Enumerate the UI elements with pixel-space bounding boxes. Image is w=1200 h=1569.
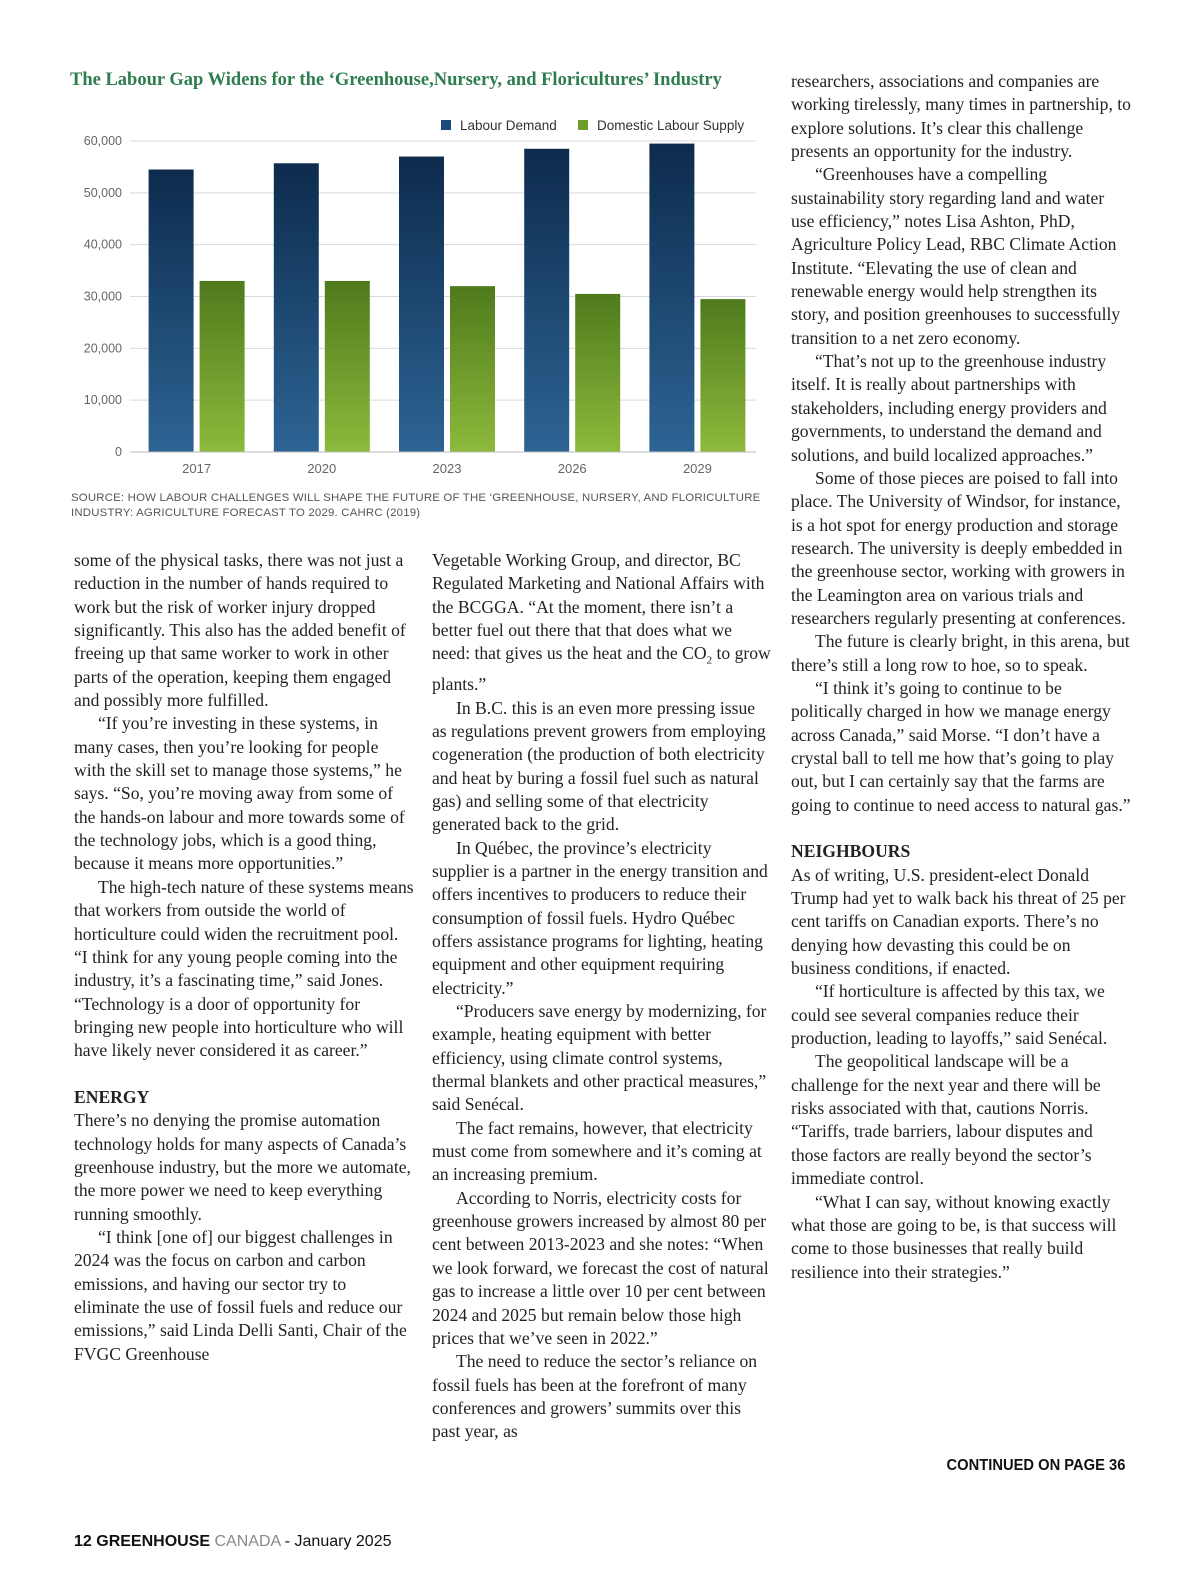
paragraph: “If horticulture is affected by this tax, we could see several companies reduce their production, leading to layoffs,” said Senécal. (791, 981, 1108, 1049)
section-heading-neighbours: NEIGHBOURS (791, 841, 911, 862)
x-tick-label: 2026 (557, 461, 587, 476)
bar-labour-demand-2020 (274, 163, 319, 452)
paragraph: “If you’re investing in these systems, in many cases, then you’re looking for people with the skill set to manage those systems,” he says. “So, you’re moving away from some of the hands-on labour and more towards some of the technology jobs, which is a good thing, because it means more opportunities.” (74, 713, 405, 874)
y-tick-label: 40,000 (83, 237, 122, 252)
y-tick-label: 60,000 (83, 134, 122, 148)
article-column-3 (791, 70, 1131, 1284)
legend-label: Domestic Labour Supply (597, 118, 745, 133)
x-tick-label: 2023 (432, 461, 462, 476)
y-tick-label: 50,000 (83, 185, 122, 200)
bar-chart (66, 108, 766, 486)
x-tick-label: 2020 (307, 461, 337, 476)
bar-domestic-supply-2029 (700, 299, 745, 452)
paragraph: In Québec, the province’s electricity supplier is a partner in the energy transition and offers incentives to producers to reduce their consumption of fossil fuels. Hydro Québec offers assistance programs for lighting, heating equipment and other equipment requiring electricity.” (432, 837, 768, 998)
article-column-2 (432, 549, 772, 1444)
legend-swatch (441, 120, 451, 130)
magazine-brand: GREENHOUSE (96, 1533, 211, 1550)
paragraph: “That’s not up to the greenhouse industry itself. It is really about partnerships with stakeholders, including energy providers and governments, to understand the demand and solutions, and build localized approaches.” (791, 351, 1107, 465)
paragraph: As of writing, U.S. president-elect Donald Trump had yet to walk back his threat of 25 per cent tariffs on Canadian exports. There’s no denying how devasting this could be on business conditions, if enacted. (791, 864, 1126, 979)
paragraph: The fact remains, however, that electricity must come from somewhere and it’s coming at an increasing premium. (432, 1117, 762, 1185)
continued-link: CONTINUED ON PAGE 36 (946, 1457, 1125, 1474)
magazine-brand-secondary: CANADA (214, 1533, 281, 1550)
y-tick-label: 30,000 (83, 289, 122, 304)
paragraph: The high-tech nature of these systems means that workers from outside the world of horticulture could widen the recruitment pool. “I think for any young people coming into the industry, it’s a fascinating time,” said Jones. “Technology is a door of opportunity for bringing new people into horticulture who will have likely never considered it as career.” (74, 876, 414, 1061)
paragraph: The need to reduce the sector’s reliance on fossil fuels has been at the forefront of many conferences and growers’ summits over this past year, as (432, 1351, 758, 1442)
legend-label: Labour Demand (460, 118, 557, 133)
section-heading-energy: ENERGY (74, 1086, 150, 1107)
bar-labour-demand-2017 (149, 170, 194, 452)
chart-source: SOURCE: HOW LABOUR CHALLENGES WILL SHAPE THE FUTURE OF THE ‘GREENHOUSE, NURSERY, AND FLORICULTURE INDUSTRY: AGRICULTURE FORECAST TO 2029. CAHRC (2019) (71, 492, 761, 519)
paragraph: some of the physical tasks, there was not just a reduction in the number of hands required to work but the risk of worker injury dropped significantly. This also has the added benefit of freeing up that same worker to work in other parts of the operation, keeping them engaged and possibly more fulfilled. (74, 550, 406, 711)
paragraph: According to Norris, electricity costs for greenhouse growers increased by almost 80 per cent between 2013-2023 and she notes: “When we look forward, we forecast the cost of natural gas to increase a little over 10 per cent between 2024 and 2025 but remain below those high prices that we’ve seen in 2022.” (432, 1187, 769, 1348)
y-tick-label: 0 (115, 445, 122, 459)
y-tick-label: 20,000 (83, 341, 122, 356)
paragraph: “Producers save energy by modernizing, for example, heating equipment with better efficiency, using climate control systems, thermal blankets and other practical measures,” said Senécal. (432, 1001, 767, 1115)
bar-labour-demand-2023 (399, 157, 444, 452)
bar-labour-demand-2029 (649, 144, 694, 452)
chart-title: The Labour Gap Widens for the ‘Greenhouse,Nursery, and Floricultures’ Industry (70, 70, 722, 90)
bar-domestic-supply-2023 (450, 286, 495, 452)
x-tick-label: 2029 (682, 461, 712, 476)
bar-domestic-supply-2020 (325, 281, 370, 452)
paragraph: “What I can say, without knowing exactly what those are going to be, is that success will come to those businesses that really build resilience into their strategies.” (791, 1191, 1117, 1282)
paragraph: The geopolitical landscape will be a challenge for the next year and there will be risks associated with that, cautions Norris. “Tariffs, trade barriers, labour disputes and those factors are really beyond the sector’s immediate control. (791, 1051, 1101, 1189)
paragraph: “I think it’s going to continue to be politically charged in how we manage energy across Canada,” said Morse. “I don’t have a crystal ball to tell me how that’s going to play out, but I can certainly say that the farms are going to continue to need access to natural gas.” (791, 677, 1131, 815)
paragraph: There’s no denying the promise automation technology holds for many aspects of Canada’s greenhouse industry, but the more we automate, the more power we need to keep everything running smoothly. (74, 1110, 411, 1224)
paragraph: The future is clearly bright, in this arena, but there’s still a long row to hoe, so to speak. (791, 631, 1130, 675)
paragraph: In B.C. this is an even more pressing issue as regulations prevent growers from employing cogeneration (the production of both electricity and heat by buring a fossil fuel such as natural gas) and selling some of that electricity generated back to the grid. (432, 697, 766, 835)
x-tick-label: 2017 (182, 461, 212, 476)
bar-labour-demand-2026 (524, 149, 569, 452)
legend-swatch (578, 120, 588, 130)
bar-domestic-supply-2017 (200, 281, 245, 452)
page-footer (74, 1533, 391, 1551)
paragraph: “I think [one of] our biggest challenges in 2024 was the focus on carbon and carbon emissions, and having our sector try to eliminate the use of fossil fuels and reduce our emissions,” said Linda Delli Santi, Chair of the FVGC Greenhouse (74, 1226, 407, 1364)
page-number: 12 (74, 1533, 92, 1550)
article-column-1 (74, 549, 414, 1366)
bar-domestic-supply-2026 (575, 294, 620, 452)
y-tick-label: 10,000 (83, 393, 122, 408)
paragraph: “Greenhouses have a compelling sustainability story regarding land and water use efficiency,” notes Lisa Ashton, PhD, Agriculture Policy Lead, RBC Climate Action Institute. “Elevating the use of clean and renewable energy would help strengthen its story, and position greenhouses to successfully transition to a net zero economy. (791, 164, 1121, 348)
paragraph: Vegetable Working Group, and director, BC Regulated Marketing and National Affairs with the BCGGA. “At the moment, there isn’t a better fuel out there that that does what we need: that gives us the heat and the $CO_2$ to grow plants.” (432, 550, 771, 695)
paragraph: researchers, associations and companies are working tirelessly, many times in partnership, to explore solutions. It’s clear this challenge presents an opportunity for the industry. (791, 71, 1131, 162)
paragraph: Some of those pieces are poised to fall into place. The University of Windsor, for instance, is a hot spot for energy production and storage research. The university is deeply embedded in the greenhouse sector, working with growers in the Leamington area on various trials and researchers regularly presenting at conferences. (791, 467, 1126, 628)
issue-date: - January 2025 (284, 1533, 392, 1550)
